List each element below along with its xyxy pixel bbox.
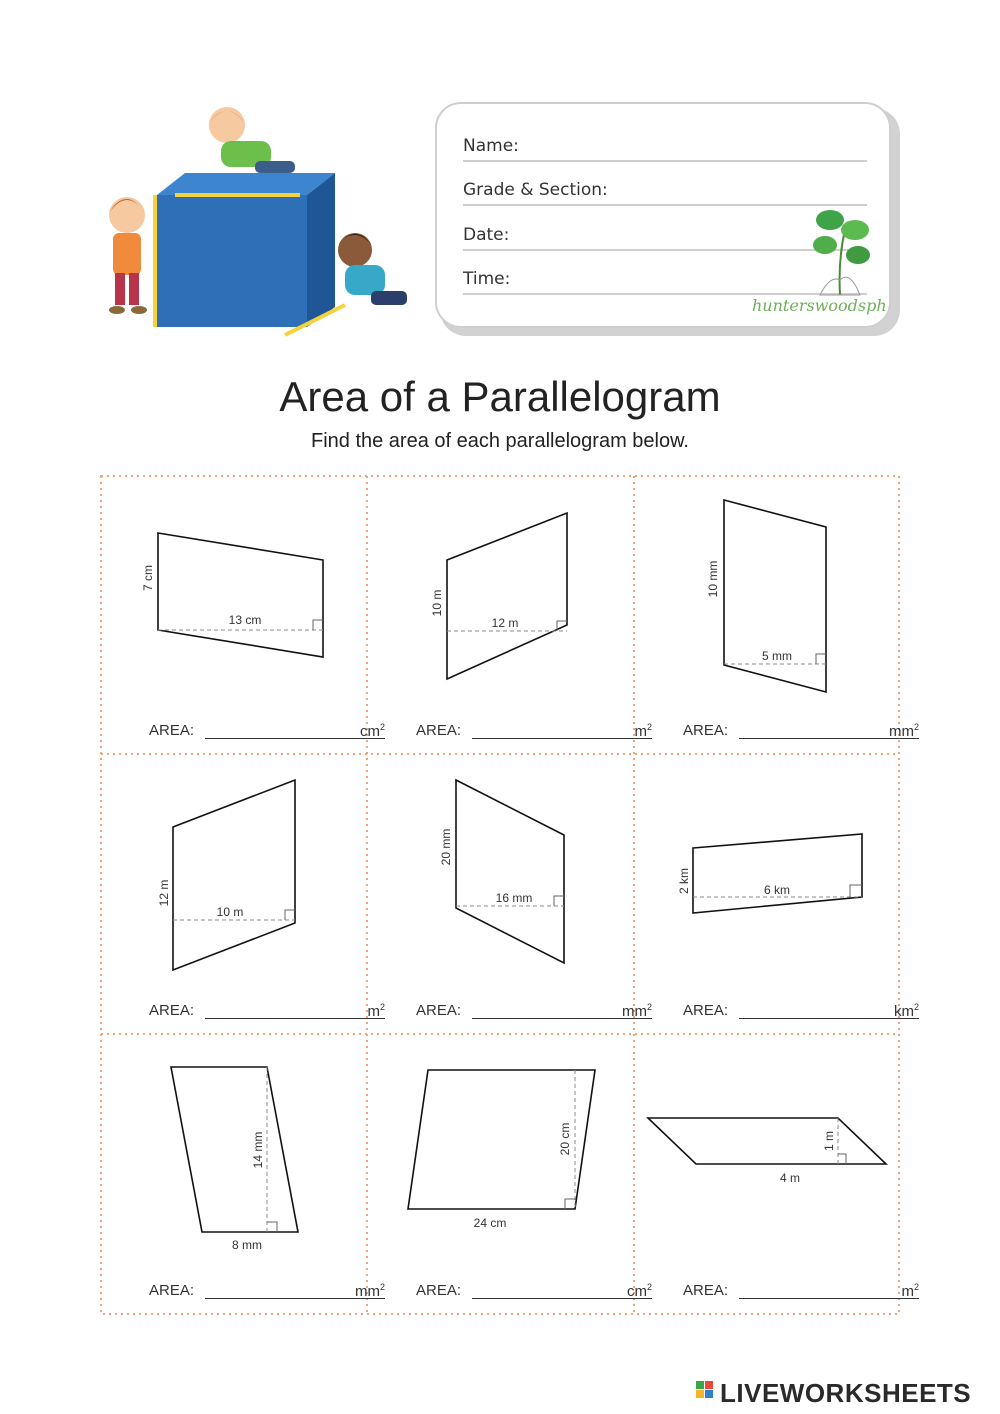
base-label-6: 6 km	[763, 883, 791, 897]
parallelogram-3	[724, 500, 826, 692]
date-label: Date:	[463, 225, 510, 245]
area-label: AREA:	[149, 722, 195, 739]
area-label: AREA:	[683, 1282, 729, 1299]
area-input-1[interactable]	[205, 738, 385, 739]
area-label: AREA:	[149, 1282, 195, 1299]
name-field[interactable]	[463, 132, 867, 162]
base-label-2: 12 m	[491, 616, 519, 630]
area-unit-3: $mm^2$	[888, 722, 919, 740]
area-unit-6: $km^2$	[893, 1002, 919, 1020]
area-label: AREA:	[149, 1002, 195, 1019]
signature-text: hunterswoodsph	[752, 296, 887, 315]
area-answer-9	[683, 1280, 919, 1304]
area-answer-7	[149, 1280, 385, 1304]
kids-measuring-cube-illustration	[95, 95, 435, 340]
area-answer-3	[683, 720, 919, 744]
area-answer-8	[416, 1280, 652, 1304]
footer-brand: LIVEWORKSHEETS	[720, 1378, 972, 1408]
parallelogram-4	[173, 780, 295, 970]
area-input-2[interactable]	[472, 738, 652, 739]
base-label-9: 4 m	[779, 1171, 801, 1185]
area-label: AREA:	[416, 1002, 462, 1019]
base-label-8: 24 cm	[473, 1216, 507, 1230]
area-label: AREA:	[683, 1002, 729, 1019]
area-answer-5	[416, 1000, 652, 1024]
plant-logo-icon	[800, 200, 880, 300]
height-label-9: 1 m	[822, 1130, 836, 1152]
parallelogram-7	[171, 1067, 298, 1232]
base-label-4: 10 m	[216, 905, 244, 919]
height-label-1: 7 cm	[141, 564, 155, 592]
height-label-8: 20 cm	[558, 1122, 572, 1156]
parallelogram-1	[158, 533, 323, 657]
page-subtitle: Find the area of each parallelogram below.	[310, 430, 689, 452]
name-label: Name:	[463, 136, 519, 156]
area-label: AREA:	[683, 722, 729, 739]
base-label-5: 16 mm	[495, 891, 533, 905]
parallelogram-9	[648, 1118, 886, 1164]
area-answer-6	[683, 1000, 919, 1024]
area-unit-7: $mm^2$	[354, 1282, 385, 1300]
area-unit-5: $mm^2$	[621, 1002, 652, 1020]
area-unit-9: $m^2$	[901, 1282, 919, 1300]
area-answer-1	[149, 720, 385, 744]
area-input-4[interactable]	[205, 1018, 385, 1019]
base-label-1: 13 cm	[228, 613, 262, 627]
height-label-3: 10 mm	[706, 560, 720, 598]
liveworksheets-logo-icon	[696, 1381, 722, 1407]
time-label: Time:	[463, 269, 511, 289]
base-label-3: 5 mm	[762, 649, 792, 663]
page-title: Area of a Parallelogram	[279, 373, 721, 420]
parallelogram-2	[447, 513, 567, 679]
height-label-6: 2 km	[677, 867, 691, 895]
area-unit-4: $m^2$	[367, 1002, 385, 1020]
area-unit-1: $cm^2$	[359, 722, 385, 740]
area-unit-8: $cm^2$	[626, 1282, 652, 1300]
base-label-7: 8 mm	[232, 1238, 262, 1252]
height-label-2: 10 m	[430, 589, 444, 617]
area-answer-4	[149, 1000, 385, 1024]
height-label-5: 20 mm	[439, 828, 453, 866]
area-label: AREA:	[416, 722, 462, 739]
height-label-4: 12 m	[157, 879, 171, 907]
area-answer-2	[416, 720, 652, 744]
area-input-9[interactable]	[739, 1298, 919, 1299]
grade-section-label: Grade & Section:	[463, 180, 608, 200]
problem-grid	[100, 475, 900, 1315]
area-label: AREA:	[416, 1282, 462, 1299]
area-input-8[interactable]	[472, 1298, 652, 1299]
parallelogram-5	[456, 780, 564, 963]
height-label-7: 14 mm	[251, 1131, 265, 1169]
parallelogram-6	[693, 834, 862, 913]
area-unit-2: $m^2$	[634, 722, 652, 740]
area-input-6[interactable]	[739, 1018, 919, 1019]
